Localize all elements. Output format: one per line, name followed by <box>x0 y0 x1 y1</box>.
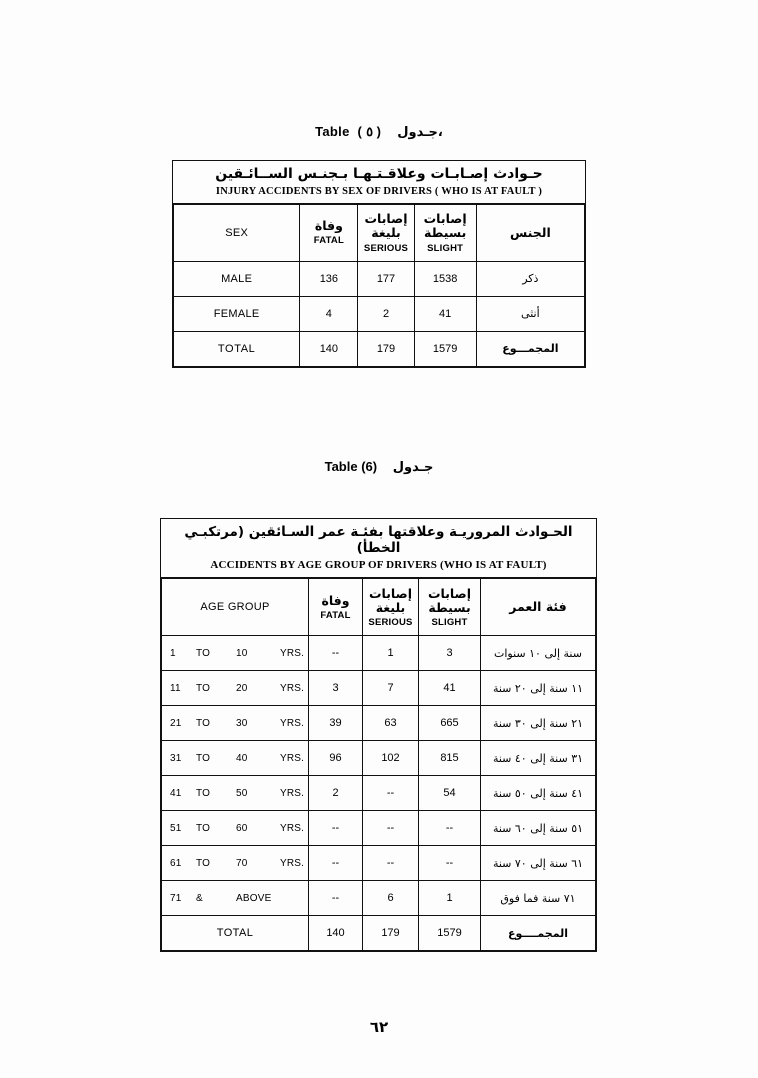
table6-row1-serious: 7 <box>363 671 419 706</box>
table5-row0-fatal: 136 <box>300 261 358 296</box>
table5-col-sex-ar <box>476 204 584 261</box>
table5-title <box>173 161 585 204</box>
table6-row2-upper: 30 <box>236 717 248 729</box>
table6-row0-fatal: -- <box>309 636 363 671</box>
table6-row7-slight: 1 <box>419 881 481 916</box>
table6-row6-serious: -- <box>363 846 419 881</box>
table6-total-label-en: TOTAL <box>162 916 309 951</box>
table5-title-en: INJURY ACCIDENTS BY SEX OF DRIVERS ( WHO IS AT FAULT ) <box>215 185 543 197</box>
table5-col-serious <box>358 204 414 261</box>
table6-title-en: ACCIDENTS BY AGE GROUP OF DRIVERS (WHO IS AT FAULT) <box>210 559 547 572</box>
table5-col-slight-en: SLIGHT <box>427 242 464 254</box>
table6-row4-label-ar: ٤١ سنة إلى ٥٠ سنة <box>481 776 596 811</box>
table6-row0-serious: 1 <box>363 636 419 671</box>
table6-row5-serious: -- <box>363 811 419 846</box>
table5-row1-label-en: FEMALE <box>174 296 300 331</box>
table6-row5-to: TO <box>196 822 211 834</box>
table6-col-fatal-ar: وفاة <box>321 592 350 608</box>
table6-row6-slight: -- <box>419 846 481 881</box>
table6-caption-ar: جـدول <box>392 460 434 475</box>
table6-row3-upper: 40 <box>236 752 248 764</box>
table6-col-age-ar <box>481 579 596 636</box>
table5-total-serious: 179 <box>358 331 414 366</box>
table-row <box>162 846 596 881</box>
table6-total-label-ar: المجمــــوع <box>481 916 596 951</box>
table6-row2-label-ar: ٢١ سنة إلى ٣٠ سنة <box>481 706 596 741</box>
table6-total-fatal: 140 <box>309 916 363 951</box>
table5 <box>172 160 586 368</box>
table-row-total <box>174 331 585 366</box>
table6-title-ar: الحـوادث المروريـة وعلاقتها بفئـة عمر السـائقين (مرتكبـي الخطأ) <box>184 524 573 557</box>
table6-row4-fatal: 2 <box>309 776 363 811</box>
table6-row4-upper: 50 <box>236 787 248 799</box>
table6-row2-fatal: 39 <box>309 706 363 741</box>
table-row <box>162 636 596 671</box>
table6-row6-upper: 70 <box>236 857 248 869</box>
table6-row3-agegroup <box>162 741 309 776</box>
table6-row0-label-ar: سنة إلى ١٠ سنوات <box>481 636 596 671</box>
table6-title <box>161 519 596 578</box>
table5-total-label-en: TOTAL <box>174 331 300 366</box>
table5-row0-slight: 1538 <box>414 261 476 296</box>
table6-row6-unit: YRS. <box>280 857 305 869</box>
table6-row2-to: TO <box>196 717 211 729</box>
table6-row7-label-ar: ٧١ سنة فما فوق <box>481 881 596 916</box>
table5-col-slight-ar: إصابات بسيطة <box>423 210 467 241</box>
table5-row1-slight: 41 <box>414 296 476 331</box>
table5-grid <box>173 204 585 367</box>
table5-caption-number: ( ٥ ) <box>357 124 382 139</box>
table6-col-slight-en: SLIGHT <box>431 617 468 629</box>
table5-caption-ar: جـدول، <box>397 125 443 140</box>
table5-row0-label-en: MALE <box>174 261 300 296</box>
table6-row4-agegroup <box>162 776 309 811</box>
table6-row3-serious: 102 <box>363 741 419 776</box>
table5-col-fatal <box>300 204 358 261</box>
table-row <box>162 776 596 811</box>
table6-row2-from: 21 <box>170 717 182 729</box>
table6-row0-from: 1 <box>170 647 176 659</box>
table6 <box>160 518 597 952</box>
table-row <box>162 881 596 916</box>
table5-caption-en: Table <box>315 124 350 139</box>
table6-col-agegroup-label: AGE GROUP <box>200 601 270 614</box>
table6-row3-fatal: 96 <box>309 741 363 776</box>
table6-row6-agegroup <box>162 846 309 881</box>
table6-row4-unit: YRS. <box>280 787 305 799</box>
table5-row0-label-ar: ذكر <box>476 261 584 296</box>
table6-row6-to: TO <box>196 857 211 869</box>
table6-col-slight <box>419 579 481 636</box>
table6-row5-agegroup <box>162 811 309 846</box>
table6-row2-slight: 665 <box>419 706 481 741</box>
table5-col-sex-ar-label: الجنس <box>509 224 551 240</box>
table6-row0-unit: YRS. <box>280 647 305 659</box>
table6-total-serious: 179 <box>363 916 419 951</box>
table6-row1-unit: YRS. <box>280 682 305 694</box>
table-row <box>174 296 585 331</box>
table6-row2-agegroup <box>162 706 309 741</box>
table6-row1-to: TO <box>196 682 211 694</box>
table-row <box>174 261 585 296</box>
table6-row6-fatal: -- <box>309 846 363 881</box>
table6-row7-upper: ABOVE <box>236 892 272 904</box>
table5-header-row <box>174 204 585 261</box>
table6-header-row <box>162 579 596 636</box>
table5-col-fatal-ar: وفاة <box>314 218 343 234</box>
table5-col-sex-en <box>174 204 300 261</box>
table6-col-serious-ar: إصابات بليغة <box>368 585 412 615</box>
table6-row4-to: TO <box>196 787 211 799</box>
table6-col-age-ar-label: فئة العمر <box>509 599 567 615</box>
table6-total-slight: 1579 <box>419 916 481 951</box>
table6-row2-serious: 63 <box>363 706 419 741</box>
table5-row1-fatal: 4 <box>300 296 358 331</box>
table6-row5-upper: 60 <box>236 822 248 834</box>
table6-row7-fatal: -- <box>309 881 363 916</box>
table6-row1-label-ar: ١١ سنة إلى ٢٠ سنة <box>481 671 596 706</box>
table6-row5-label-ar: ٥١ سنة إلى ٦٠ سنة <box>481 811 596 846</box>
table5-col-fatal-en: FATAL <box>313 235 344 247</box>
table6-row1-slight: 41 <box>419 671 481 706</box>
table6-row1-upper: 20 <box>236 682 248 694</box>
table6-row1-from: 11 <box>170 682 181 694</box>
table6-row6-label-ar: ٦١ سنة إلى ٧٠ سنة <box>481 846 596 881</box>
table5-col-serious-ar: إصابات بليغة <box>364 210 408 241</box>
table5-row1-serious: 2 <box>358 296 414 331</box>
table-row-total <box>162 916 596 951</box>
table5-title-ar: حـوادث إصـابـات وعلاقـتـهـا بـجنـس الســائـقين <box>215 166 543 182</box>
table5-total-slight: 1579 <box>414 331 476 366</box>
page-number: ٦٢ <box>369 1018 389 1036</box>
table6-caption <box>0 459 758 475</box>
table6-row7-agegroup <box>162 881 309 916</box>
table6-row0-to: TO <box>196 647 211 659</box>
table5-total-fatal: 140 <box>300 331 358 366</box>
table5-col-slight <box>414 204 476 261</box>
table6-row3-slight: 815 <box>419 741 481 776</box>
table-row <box>162 741 596 776</box>
table6-row5-from: 51 <box>170 822 182 834</box>
table5-row1-label-ar: أنثى <box>476 296 584 331</box>
table5-total-label-ar: المجمـــوع <box>476 331 584 366</box>
table6-row4-serious: -- <box>363 776 419 811</box>
table6-row7-from: 71 <box>170 892 182 904</box>
table6-row3-to: TO <box>196 752 211 764</box>
table5-col-serious-en: SERIOUS <box>363 242 409 254</box>
table6-row0-agegroup <box>162 636 309 671</box>
table6-row3-label-ar: ٣١ سنة إلى ٤٠ سنة <box>481 741 596 776</box>
table6-row4-slight: 54 <box>419 776 481 811</box>
table6-row0-slight: 3 <box>419 636 481 671</box>
table5-caption <box>0 124 758 140</box>
table6-row7-serious: 6 <box>363 881 419 916</box>
table5-row0-serious: 177 <box>358 261 414 296</box>
table6-col-slight-ar: إصابات بسيطة <box>427 585 471 615</box>
table6-row3-from: 31 <box>170 752 182 764</box>
table-row <box>162 706 596 741</box>
table6-row5-slight: -- <box>419 811 481 846</box>
table6-col-serious-en: SERIOUS <box>368 617 413 629</box>
table6-row0-upper: 10 <box>236 647 248 659</box>
table6-row4-from: 41 <box>170 787 182 799</box>
table6-row6-from: 61 <box>170 857 182 869</box>
table6-row5-fatal: -- <box>309 811 363 846</box>
table-row <box>162 671 596 706</box>
table6-col-fatal-en: FATAL <box>320 610 351 622</box>
table6-row2-unit: YRS. <box>280 717 305 729</box>
table6-caption-en: Table (6) <box>324 459 378 474</box>
table6-row7-to: & <box>196 892 203 904</box>
table6-row3-unit: YRS. <box>280 752 305 764</box>
table6-col-fatal <box>309 579 363 636</box>
table6-row1-fatal: 3 <box>309 671 363 706</box>
table5-col-sex-en-label: SEX <box>225 226 249 239</box>
table6-row5-unit: YRS. <box>280 822 305 834</box>
table-row <box>162 811 596 846</box>
table6-row1-agegroup <box>162 671 309 706</box>
table6-col-agegroup <box>162 579 309 636</box>
table6-grid <box>161 578 596 951</box>
table6-col-serious <box>363 579 419 636</box>
